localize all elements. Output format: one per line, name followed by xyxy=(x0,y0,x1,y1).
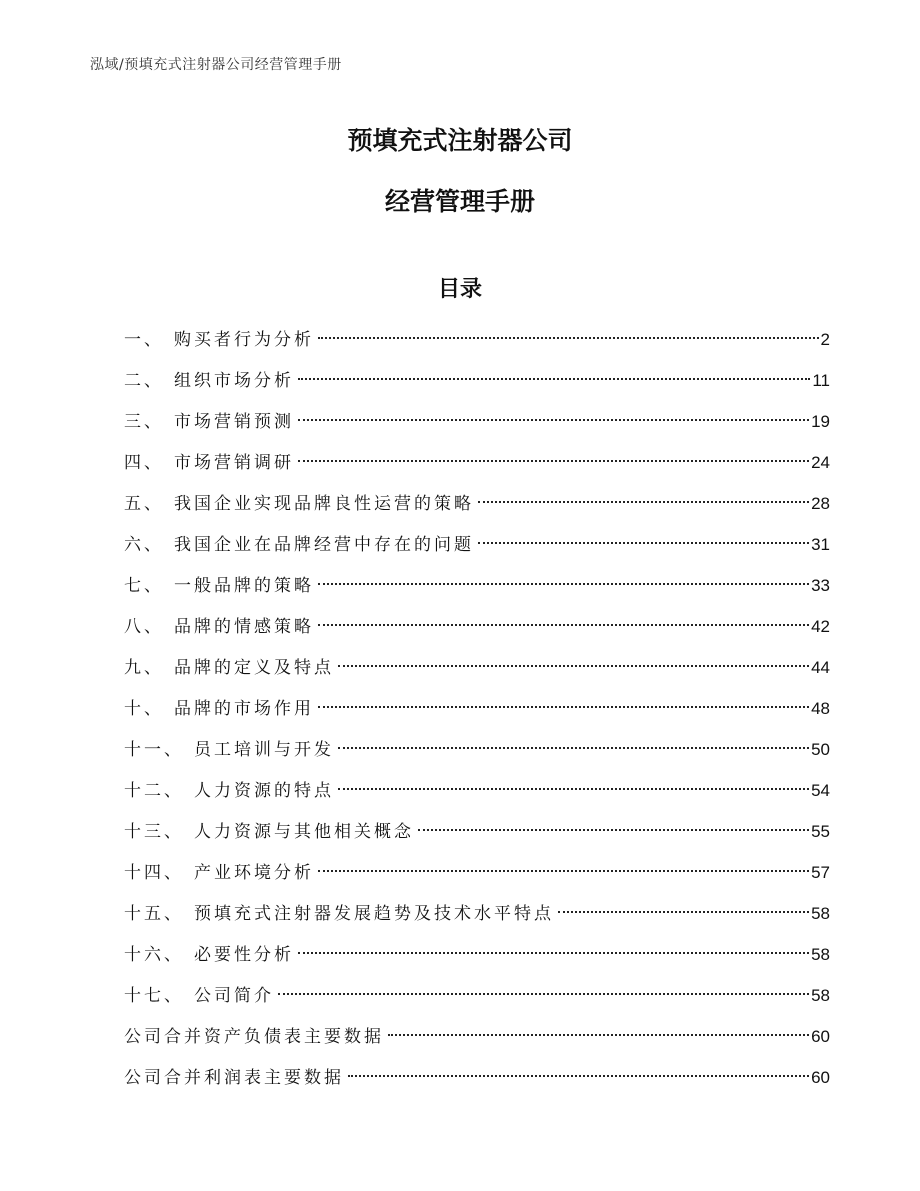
toc-dot-leader xyxy=(338,747,809,749)
toc-entry-page-number: 42 xyxy=(811,617,830,636)
toc-entry[interactable] xyxy=(124,975,830,1016)
toc-entry[interactable] xyxy=(124,770,830,811)
toc-entry-separator: 、 xyxy=(164,822,184,842)
toc-entry-page-number: 55 xyxy=(811,822,830,841)
running-header: 泓域/预填充式注射器公司经营管理手册 xyxy=(90,57,342,73)
toc-entry-title: 产业环境分析 xyxy=(194,863,314,883)
toc-entry[interactable] xyxy=(124,524,830,565)
toc-entry-title: 必要性分析 xyxy=(194,945,294,965)
toc-dot-leader xyxy=(388,1034,809,1036)
toc-entry-title: 市场营销预测 xyxy=(174,412,294,432)
toc-entry[interactable] xyxy=(124,1016,830,1057)
toc-entry-title: 人力资源与其他相关概念 xyxy=(194,822,414,842)
toc-entry-number: 十 xyxy=(124,699,144,719)
toc-entry[interactable] xyxy=(124,360,830,401)
toc-entry-page-number: 58 xyxy=(811,904,830,923)
toc-entry[interactable] xyxy=(124,483,830,524)
toc-entry-page-number: 28 xyxy=(811,494,830,513)
toc-dot-leader xyxy=(558,911,809,913)
toc-dot-leader xyxy=(298,952,809,954)
toc-entry-title: 品牌的情感策略 xyxy=(174,617,314,637)
toc-entry-page-number: 24 xyxy=(811,453,830,472)
toc-entry-page-number: 57 xyxy=(811,863,830,882)
toc-entry-number: 二 xyxy=(124,371,144,391)
toc-entry-separator: 、 xyxy=(164,945,184,965)
table-of-contents xyxy=(124,319,830,1098)
toc-entry[interactable] xyxy=(124,934,830,975)
toc-dot-leader xyxy=(348,1075,809,1077)
toc-entry-separator: 、 xyxy=(164,740,184,760)
toc-entry-number: 五 xyxy=(124,494,144,514)
toc-entry-title: 我国企业实现品牌良性运营的策略 xyxy=(174,494,474,514)
toc-entry-title: 人力资源的特点 xyxy=(194,781,334,801)
toc-entry-number: 一 xyxy=(124,330,144,350)
toc-entry-title: 公司合并利润表主要数据 xyxy=(124,1068,344,1088)
toc-entry[interactable] xyxy=(124,852,830,893)
toc-dot-leader xyxy=(338,665,809,667)
toc-entry-separator: 、 xyxy=(144,699,164,719)
toc-entry-page-number: 11 xyxy=(812,371,830,390)
toc-entry[interactable] xyxy=(124,729,830,770)
toc-entry-separator: 、 xyxy=(164,863,184,883)
toc-entry[interactable] xyxy=(124,811,830,852)
toc-dot-leader xyxy=(318,337,819,339)
toc-entry-title: 品牌的定义及特点 xyxy=(174,658,334,678)
toc-entry-page-number: 58 xyxy=(811,986,830,1005)
document-title: 预填充式注射器公司 xyxy=(347,126,573,155)
toc-dot-leader xyxy=(298,419,809,421)
toc-entry-title: 预填充式注射器发展趋势及技术水平特点 xyxy=(194,904,554,924)
toc-entry-separator: 、 xyxy=(144,453,164,473)
toc-entry-title: 市场营销调研 xyxy=(174,453,294,473)
toc-entry-title: 组织市场分析 xyxy=(174,371,294,391)
toc-entry-page-number: 2 xyxy=(820,330,830,349)
document-subtitle: 经营管理手册 xyxy=(384,187,535,216)
toc-entry-separator: 、 xyxy=(144,576,164,596)
toc-entry-page-number: 44 xyxy=(811,658,830,677)
toc-entry-page-number: 19 xyxy=(811,412,830,431)
toc-dot-leader xyxy=(278,993,809,995)
toc-dot-leader xyxy=(478,501,809,503)
toc-entry-number: 十七 xyxy=(124,986,164,1006)
toc-entry-number: 十三 xyxy=(124,822,164,842)
toc-entry-number: 十五 xyxy=(124,904,164,924)
toc-entry[interactable] xyxy=(124,893,830,934)
toc-dot-leader xyxy=(478,542,809,544)
toc-entry-number: 七 xyxy=(124,576,144,596)
toc-heading: 目录 xyxy=(437,277,482,302)
toc-entry[interactable] xyxy=(124,401,830,442)
toc-dot-leader xyxy=(298,378,810,380)
toc-entry-separator: 、 xyxy=(144,330,164,350)
toc-entry-page-number: 60 xyxy=(811,1068,830,1087)
toc-dot-leader xyxy=(318,583,809,585)
toc-dot-leader xyxy=(318,624,809,626)
toc-entry-title: 员工培训与开发 xyxy=(194,740,334,760)
toc-entry-separator: 、 xyxy=(144,658,164,678)
toc-entry-separator: 、 xyxy=(164,781,184,801)
toc-entry[interactable] xyxy=(124,647,830,688)
toc-entry-page-number: 50 xyxy=(811,740,830,759)
toc-entry[interactable] xyxy=(124,442,830,483)
toc-entry-separator: 、 xyxy=(144,412,164,432)
toc-entry-separator: 、 xyxy=(144,494,164,514)
toc-entry[interactable] xyxy=(124,319,830,360)
toc-entry-number: 十六 xyxy=(124,945,164,965)
toc-entry-title: 品牌的市场作用 xyxy=(174,699,314,719)
toc-entry-separator: 、 xyxy=(164,986,184,1006)
toc-entry[interactable] xyxy=(124,565,830,606)
toc-entry-title: 我国企业在品牌经营中存在的问题 xyxy=(174,535,474,555)
toc-entry-separator: 、 xyxy=(144,535,164,555)
toc-entry[interactable] xyxy=(124,1057,830,1098)
toc-dot-leader xyxy=(418,829,809,831)
toc-entry[interactable] xyxy=(124,606,830,647)
toc-entry-page-number: 48 xyxy=(811,699,830,718)
toc-entry-number: 六 xyxy=(124,535,144,555)
toc-dot-leader xyxy=(318,706,809,708)
toc-entry-number: 四 xyxy=(124,453,144,473)
toc-entry-separator: 、 xyxy=(144,371,164,391)
toc-dot-leader xyxy=(318,870,809,872)
toc-entry-number: 八 xyxy=(124,617,144,637)
toc-entry-page-number: 58 xyxy=(811,945,830,964)
toc-entry-page-number: 60 xyxy=(811,1027,830,1046)
toc-entry-title: 公司合并资产负债表主要数据 xyxy=(124,1027,384,1047)
toc-entry[interactable] xyxy=(124,688,830,729)
toc-entry-number: 十一 xyxy=(124,740,164,760)
toc-entry-page-number: 33 xyxy=(811,576,830,595)
toc-entry-number: 十四 xyxy=(124,863,164,883)
toc-entry-separator: 、 xyxy=(144,617,164,637)
toc-entry-title: 公司简介 xyxy=(194,986,274,1006)
toc-entry-page-number: 31 xyxy=(811,535,830,554)
toc-dot-leader xyxy=(298,460,809,462)
toc-entry-number: 十二 xyxy=(124,781,164,801)
toc-entry-title: 购买者行为分析 xyxy=(174,330,314,350)
toc-entry-page-number: 54 xyxy=(811,781,830,800)
toc-entry-separator: 、 xyxy=(164,904,184,924)
toc-dot-leader xyxy=(338,788,809,790)
toc-entry-number: 三 xyxy=(124,412,144,432)
toc-entry-number: 九 xyxy=(124,658,144,678)
toc-entry-title: 一般品牌的策略 xyxy=(174,576,314,596)
